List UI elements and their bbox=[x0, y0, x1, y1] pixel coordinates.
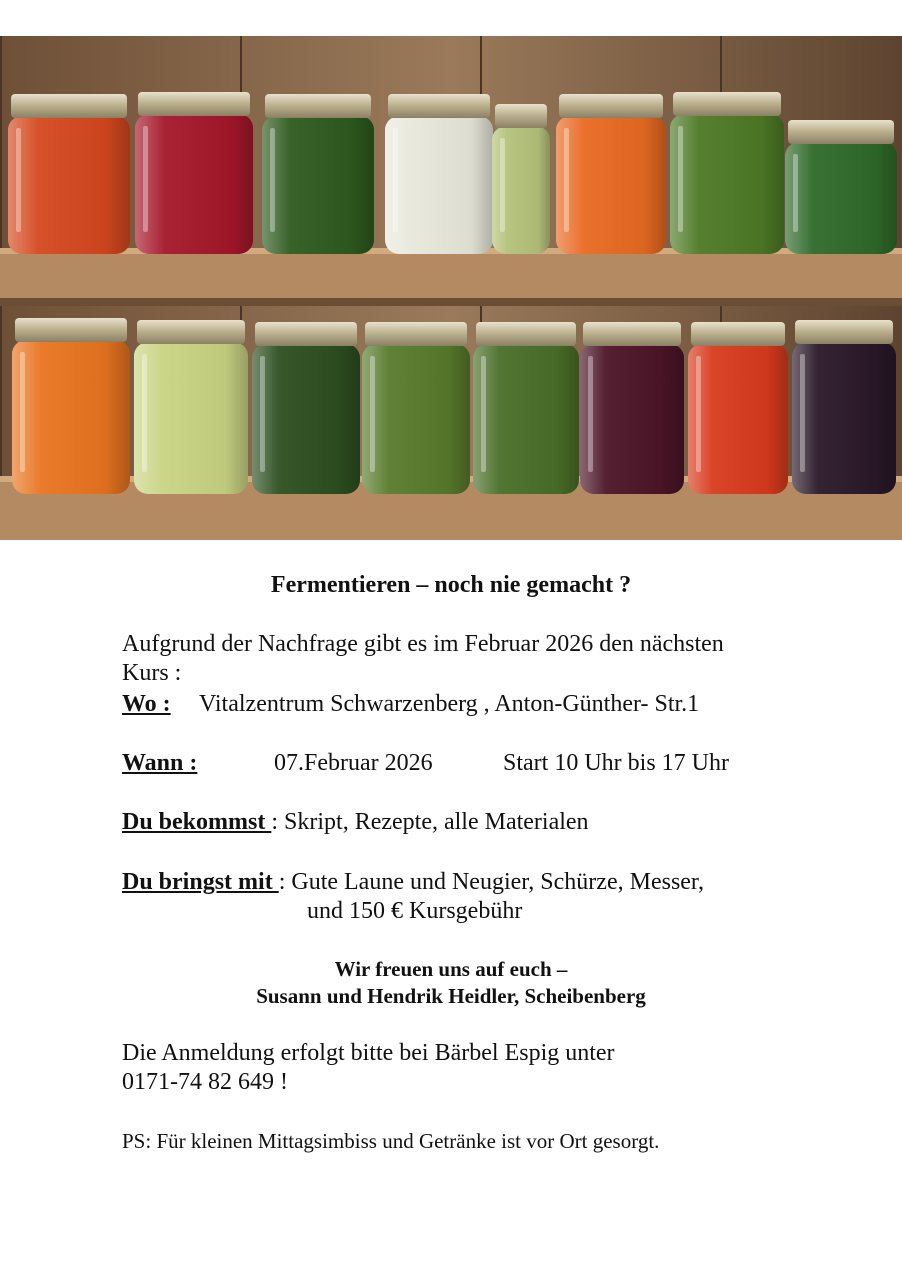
jar-bottom-8 bbox=[792, 320, 896, 494]
jar-top-7 bbox=[670, 92, 784, 254]
when-label: Wann : bbox=[122, 750, 198, 776]
when-date: 07.Februar 2026 bbox=[274, 750, 433, 776]
header-photo-fermented-jars bbox=[0, 36, 902, 540]
where-label: Wo : bbox=[122, 691, 171, 717]
intro-text-line1: Aufgrund der Nachfrage gibt es im Februar 2026 den nächsten bbox=[122, 631, 724, 657]
jar-bottom-7 bbox=[688, 322, 788, 494]
jar-bottom-2 bbox=[134, 320, 248, 494]
when-time: Start 10 Uhr bis 17 Uhr bbox=[503, 750, 729, 776]
when-label-wrap bbox=[122, 748, 197, 778]
you-bring-value-line1: : Gute Laune und Neugier, Schürze, Messer, bbox=[278, 869, 704, 895]
jar-bottom-5 bbox=[473, 322, 579, 494]
you-get-row bbox=[122, 807, 589, 837]
jar-top-8 bbox=[785, 120, 897, 254]
jar-top-2 bbox=[135, 92, 253, 254]
you-get-label: Du bekommst bbox=[122, 809, 272, 835]
greeting-line2: Susann und Hendrik Heidler, Scheibenberg bbox=[256, 984, 646, 1008]
where-value: Vitalzentrum Schwarzenberg , Anton-Günther- Str.1 bbox=[199, 691, 700, 717]
jar-top-6 bbox=[556, 94, 666, 254]
registration-line1: Die Anmeldung erfolgt bitte bei Bärbel Espig unter bbox=[122, 1040, 615, 1066]
you-bring-value-line2: und 150 € Kursgebühr bbox=[307, 898, 523, 924]
where-row bbox=[122, 689, 171, 719]
jar-bottom-3 bbox=[252, 322, 360, 494]
jar-bottom-6 bbox=[580, 322, 684, 494]
ps-note: PS: Für kleinen Mittagsimbiss und Getränke ist vor Ort gesorgt. bbox=[122, 1129, 660, 1153]
you-bring-label: Du bringst mit bbox=[122, 869, 279, 895]
intro-text-line2: Kurs : bbox=[122, 660, 182, 686]
jar-top-4 bbox=[385, 94, 493, 254]
you-get-value: : Skript, Rezepte, alle Materialen bbox=[271, 809, 589, 835]
flyer-title: Fermentieren – noch nie gemacht ? bbox=[270, 572, 632, 598]
registration-phone: 0171-74 82 649 ! bbox=[122, 1069, 288, 1095]
jar-shelf-illustration bbox=[0, 36, 902, 540]
jar-bottom-4 bbox=[362, 322, 470, 494]
greeting-line1: Wir freuen uns auf euch – bbox=[334, 957, 568, 981]
jar-bottom-1 bbox=[12, 318, 130, 494]
jar-top-1 bbox=[8, 94, 130, 254]
jar-top-5 bbox=[492, 104, 550, 254]
jar-top-3 bbox=[262, 94, 374, 254]
you-bring-row bbox=[122, 867, 704, 897]
upper-shelf bbox=[0, 248, 902, 306]
